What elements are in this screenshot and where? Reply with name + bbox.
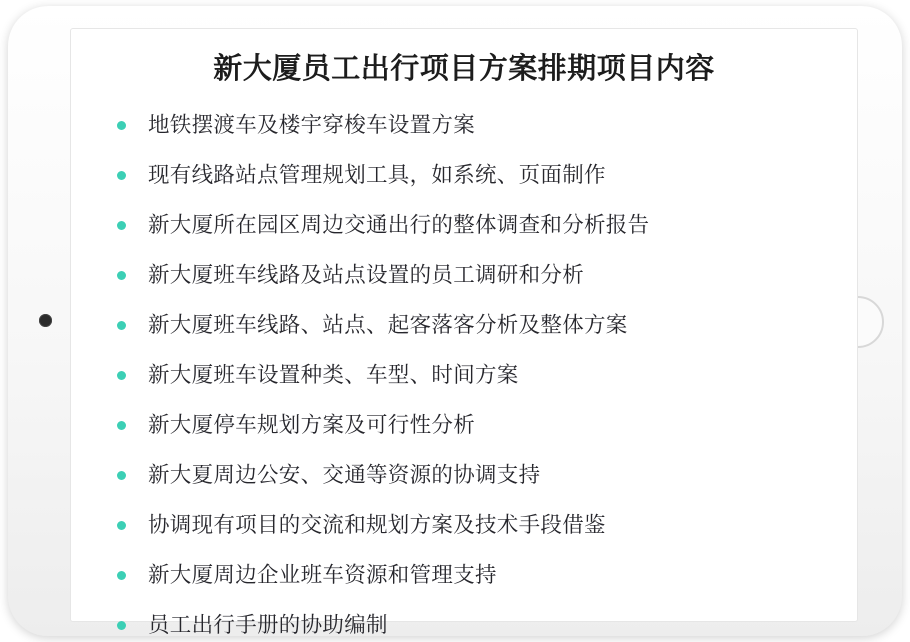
list-item-label: 新大厦停车规划方案及可行性分析 (148, 412, 476, 437)
list-item (117, 161, 823, 190)
list-item (117, 511, 823, 540)
bullet-dot-icon (117, 371, 126, 380)
list-item (117, 311, 823, 340)
list-item (117, 411, 823, 440)
list-item-label: 新大厦班车线路、站点、起客落客分析及整体方案 (148, 312, 628, 337)
bullet-dot-icon (117, 171, 126, 180)
list-item (117, 361, 823, 390)
bullet-dot-icon (117, 571, 126, 580)
bullet-dot-icon (117, 271, 126, 280)
bullet-dot-icon (117, 471, 126, 480)
tablet-screen (70, 28, 858, 637)
list-item-label: 新大厦班车线路及站点设置的员工调研和分析 (148, 262, 585, 287)
list-item-label: 新大厦周边企业班车资源和管理支持 (148, 562, 497, 587)
list-item-label: 现有线路站点管理规划工具，如系统、页面制作 (148, 162, 606, 187)
list-item (117, 461, 823, 490)
bullet-list (71, 89, 857, 640)
list-item-label: 地铁摆渡车及楼宇穿梭车设置方案 (148, 112, 476, 137)
bullet-dot-icon (117, 321, 126, 330)
bullet-dot-icon (117, 521, 126, 530)
list-item (117, 211, 823, 240)
list-item-label: 新大夏周边公安、交通等资源的协调支持 (148, 462, 541, 487)
tablet-device-frame (8, 6, 902, 636)
bullet-dot-icon (117, 621, 126, 630)
list-item-label: 新大厦所在园区周边交通出行的整体调查和分析报告 (148, 212, 650, 237)
list-item (117, 561, 823, 590)
list-item (117, 611, 823, 640)
bullet-dot-icon (117, 421, 126, 430)
list-item-label: 员工出行手册的协助编制 (148, 612, 388, 637)
page-title: 新大厦员工出行项目方案排期项目内容 (213, 53, 715, 85)
presentation-slide (71, 29, 857, 637)
list-item (117, 111, 823, 140)
camera-dot-icon (39, 314, 52, 327)
list-item (117, 261, 823, 290)
list-item-label: 协调现有项目的交流和规划方案及技术手段借鉴 (148, 512, 606, 537)
bullet-dot-icon (117, 221, 126, 230)
list-item-label: 新大厦班车设置种类、车型、时间方案 (148, 362, 519, 387)
bullet-dot-icon (117, 121, 126, 130)
